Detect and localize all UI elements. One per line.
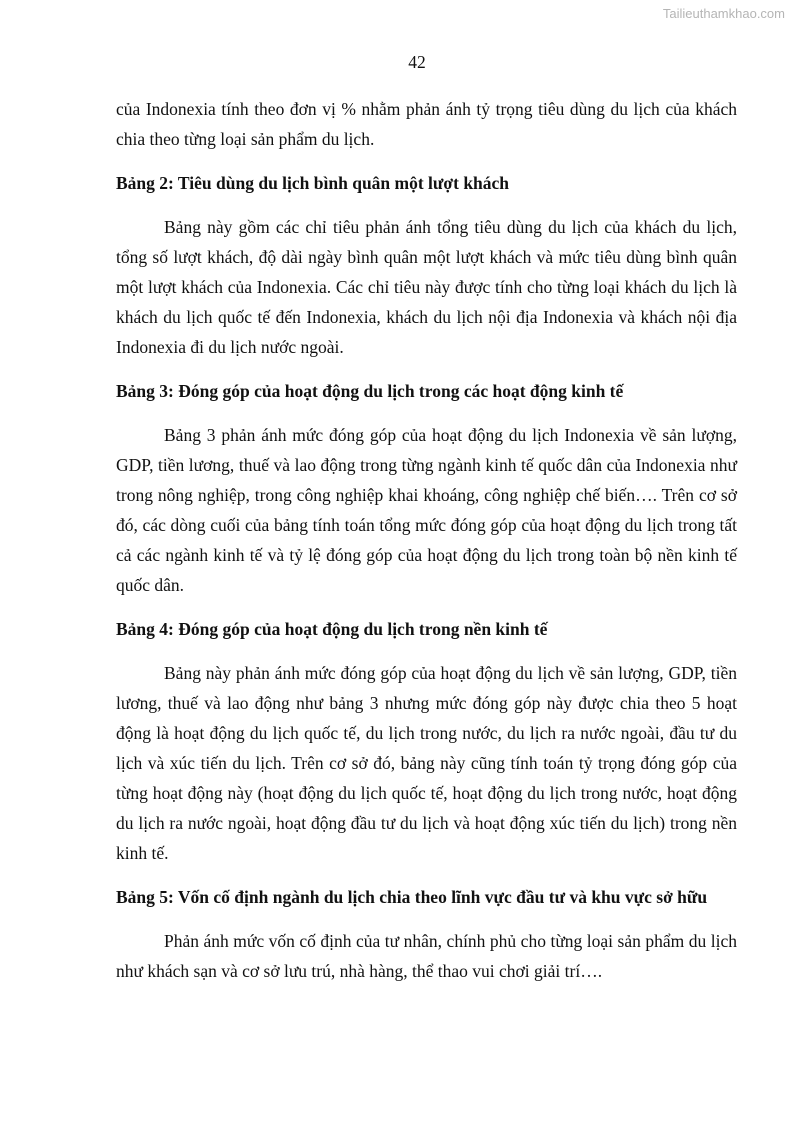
watermark: Tailieuthamkhao.com	[662, 6, 785, 21]
intro-paragraph: của Indonexia tính theo đơn vị % nhằm phản ánh tỷ trọng tiêu dùng du lịch của khách chia theo từng loại sản phẩm du lịch.	[116, 99, 737, 149]
section-body-bang-4: Bảng này phản ánh mức đóng góp của hoạt động du lịch về sản lượng, GDP, tiền lương, thuế và lao động như bảng 3 nhưng mức đóng góp này được chia theo 5 hoạt động là hoạt động du lịch quốc tế, du lịch trong nước, du lịch ra nước ngoài, đầu tư du lịch và xúc tiến du lịch. Trên cơ sở đó, bảng này cũng tính toán tỷ trọng đóng góp của từng hoạt động này (hoạt động du lịch quốc tế, hoạt động du lịch trong nước, hoạt động du lịch ra nước ngoài, hoạt động đầu tư du lịch và hoạt động xúc tiến du lịch) trong nền kinh tế.	[116, 663, 737, 863]
document-body	[116, 94, 737, 986]
section-heading-bang-4: Bảng 4: Đóng góp của hoạt động du lịch trong nền kinh tế	[116, 619, 548, 639]
section-body-bang-3: Bảng 3 phản ánh mức đóng góp của hoạt động du lịch Indonexia về sản lượng, GDP, tiền lương, thuế và lao động trong từng ngành kinh tế quốc dân của Indonexia như trong nông nghiệp, trong công nghiệp khai khoáng, công nghiệp chế biến…. Trên cơ sở đó, các dòng cuối của bảng tính toán tổng mức đóng góp của hoạt động du lịch trong tất cả các ngành kinh tế và tỷ lệ đóng góp của hoạt động du lịch trong toàn bộ nền kinh tế quốc dân.	[116, 425, 737, 595]
section-heading-bang-3: Bảng 3: Đóng góp của hoạt động du lịch trong các hoạt động kinh tế	[116, 381, 624, 401]
section-heading-bang-2: Bảng 2: Tiêu dùng du lịch bình quân một lượt khách	[116, 173, 510, 193]
page-number: 42	[408, 52, 426, 72]
section-body-bang-2: Bảng này gồm các chỉ tiêu phản ánh tổng tiêu dùng du lịch của khách du lịch, tổng số lượt khách, độ dài ngày bình quân một lượt khách và mức tiêu dùng bình quân một lượt khách của Indonexia. Các chỉ tiêu này được tính cho từng loại khách du lịch là khách du lịch quốc tế đến Indonexia, khách du lịch nội địa Indonexia và khách nội địa Indonexia đi du lịch nước ngoài.	[116, 217, 737, 357]
section-heading-bang-5: Bảng 5: Vốn cố định ngành du lịch chia theo lĩnh vực đầu tư và khu vực sở hữu	[116, 887, 708, 907]
section-body-bang-5: Phản ánh mức vốn cố định của tư nhân, chính phủ cho từng loại sản phẩm du lịch như khách sạn và cơ sở lưu trú, nhà hàng, thể thao vui chơi giải trí….	[116, 931, 737, 981]
